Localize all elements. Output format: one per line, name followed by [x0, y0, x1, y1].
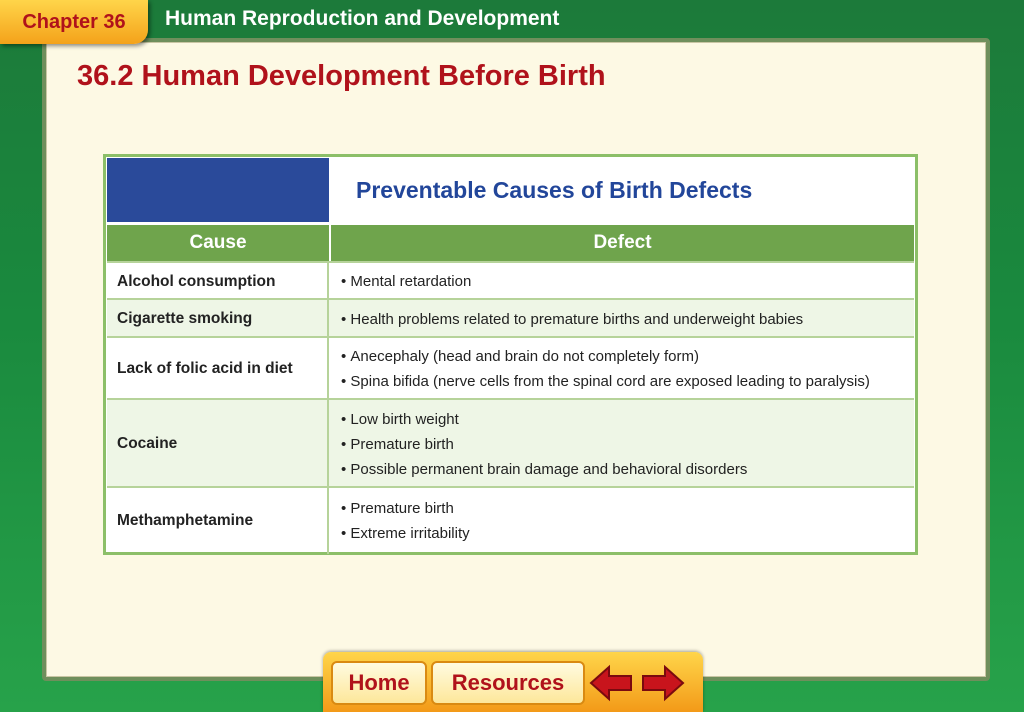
table-row [107, 336, 914, 400]
defect-cell [331, 300, 914, 338]
defect-item: • Low birth weight [341, 407, 914, 432]
chapter-title: Human Reproduction and Development [165, 7, 560, 30]
cause-cell: Alcohol consumption [107, 263, 329, 300]
table-row [107, 261, 914, 300]
defect-cell [331, 400, 914, 488]
defect-item: • Premature birth [341, 496, 914, 521]
bottom-nav [323, 652, 703, 712]
column-header-defect: Defect [331, 225, 914, 261]
cause-cell: Methamphetamine [107, 488, 329, 554]
table-title: Preventable Causes of Birth Defects [330, 158, 914, 222]
cause-cell: Cigarette smoking [107, 300, 329, 338]
table-row [107, 298, 914, 338]
defect-cell [331, 263, 914, 300]
home-button[interactable]: Home [331, 661, 427, 705]
resources-button[interactable]: Resources [431, 661, 585, 705]
right-arrow-icon[interactable] [641, 664, 685, 702]
defect-item: • Anecephaly (head and brain do not completely form) [341, 344, 914, 369]
table-row [107, 398, 914, 488]
defect-cell [331, 338, 914, 400]
column-header-cause: Cause [107, 225, 329, 261]
table-header-block [107, 158, 329, 222]
left-arrow-icon[interactable] [589, 664, 633, 702]
table-row [107, 486, 914, 554]
defect-item: • Possible permanent brain damage and behavioral disorders [341, 457, 914, 482]
section-title: 36.2 Human Development Before Birth [77, 60, 606, 92]
defect-item: • Mental retardation [341, 269, 914, 294]
birth-defects-table [103, 154, 918, 555]
cause-cell: Lack of folic acid in diet [107, 338, 329, 400]
defect-item: • Health problems related to premature births and underweight babies [341, 307, 914, 332]
chapter-tab[interactable]: Chapter 36 [0, 0, 148, 44]
defect-item: • Premature birth [341, 432, 914, 457]
defect-item: • Spina bifida (nerve cells from the spinal cord are exposed leading to paralysis) [341, 369, 914, 394]
defect-cell [331, 488, 914, 554]
defect-item: • Extreme irritability [341, 521, 914, 546]
cause-cell: Cocaine [107, 400, 329, 488]
table-header [106, 157, 915, 223]
